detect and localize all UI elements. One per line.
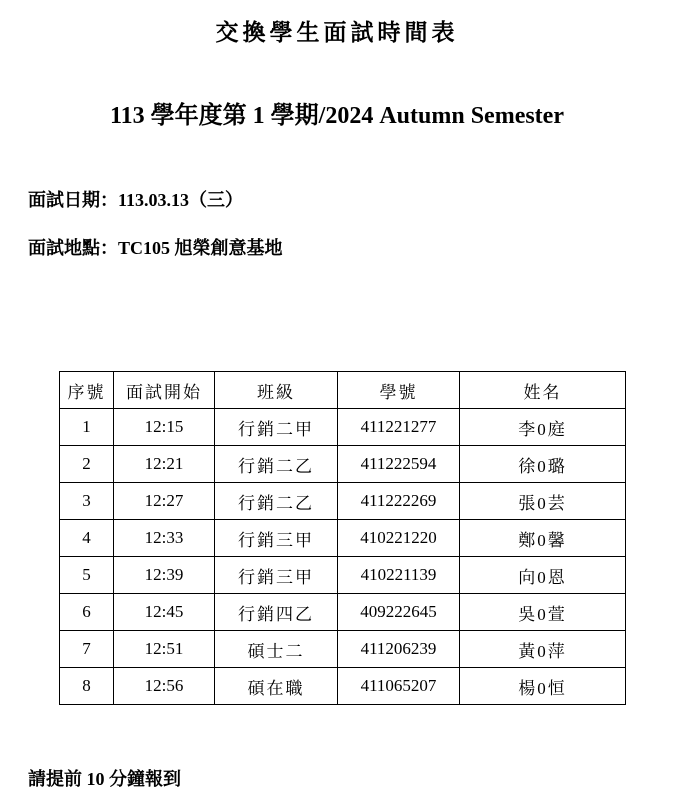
cell-student-id: 410221139: [338, 557, 460, 594]
table-header-row: [60, 372, 626, 409]
cell-student-id: 411222594: [338, 446, 460, 483]
header-class: 班級: [215, 372, 338, 409]
table-row: [60, 594, 626, 631]
page-title: 交換學生面試時間表: [215, 20, 459, 45]
footer-note: 請提前 10 分鐘報到: [28, 769, 181, 789]
cell-name: 李0庭: [460, 409, 626, 446]
cell-start-time: 12:45: [114, 594, 215, 631]
cell-name: 徐0璐: [460, 446, 626, 483]
table-row: [60, 557, 626, 594]
cell-class: 碩士二: [215, 631, 338, 668]
cell-seq: 6: [60, 594, 114, 631]
cell-student-id: 411206239: [338, 631, 460, 668]
cell-start-time: 12:51: [114, 631, 215, 668]
table-row: [60, 520, 626, 557]
page-subtitle: 113 學年度第 1 學期/2024 Autumn Semester: [110, 103, 564, 129]
table-row: [60, 631, 626, 668]
cell-seq: 8: [60, 668, 114, 705]
cell-student-id: 409222645: [338, 594, 460, 631]
cell-class: 碩在職: [215, 668, 338, 705]
cell-seq: 3: [60, 483, 114, 520]
cell-seq: 2: [60, 446, 114, 483]
cell-student-id: 411065207: [338, 668, 460, 705]
cell-class: 行銷二甲: [215, 409, 338, 446]
cell-name: 黃0萍: [460, 631, 626, 668]
header-start-time: 面試開始: [114, 372, 215, 409]
cell-start-time: 12:33: [114, 520, 215, 557]
cell-seq: 1: [60, 409, 114, 446]
cell-class: 行銷三甲: [215, 520, 338, 557]
cell-start-time: 12:56: [114, 668, 215, 705]
header-student-id: 學號: [338, 372, 460, 409]
table-row: [60, 483, 626, 520]
cell-start-time: 12:15: [114, 409, 215, 446]
interview-location: 面試地點：TC105 旭榮創意基地: [28, 238, 283, 258]
cell-name: 吳0萱: [460, 594, 626, 631]
cell-class: 行銷四乙: [215, 594, 338, 631]
cell-start-time: 12:21: [114, 446, 215, 483]
interview-date: 面試日期：113.03.13（三）: [28, 190, 244, 210]
cell-name: 張0芸: [460, 483, 626, 520]
cell-student-id: 410221220: [338, 520, 460, 557]
cell-name: 楊0恒: [460, 668, 626, 705]
cell-name: 鄭0馨: [460, 520, 626, 557]
cell-start-time: 12:39: [114, 557, 215, 594]
cell-class: 行銷二乙: [215, 483, 338, 520]
table-row: [60, 668, 626, 705]
cell-name: 向0恩: [460, 557, 626, 594]
cell-student-id: 411221277: [338, 409, 460, 446]
header-seq: 序號: [60, 372, 114, 409]
cell-seq: 7: [60, 631, 114, 668]
cell-start-time: 12:27: [114, 483, 215, 520]
cell-student-id: 411222269: [338, 483, 460, 520]
cell-class: 行銷三甲: [215, 557, 338, 594]
table-row: [60, 446, 626, 483]
cell-class: 行銷二乙: [215, 446, 338, 483]
table-row: [60, 409, 626, 446]
cell-seq: 5: [60, 557, 114, 594]
cell-seq: 4: [60, 520, 114, 557]
schedule-table: [59, 371, 626, 705]
header-name: 姓名: [460, 372, 626, 409]
